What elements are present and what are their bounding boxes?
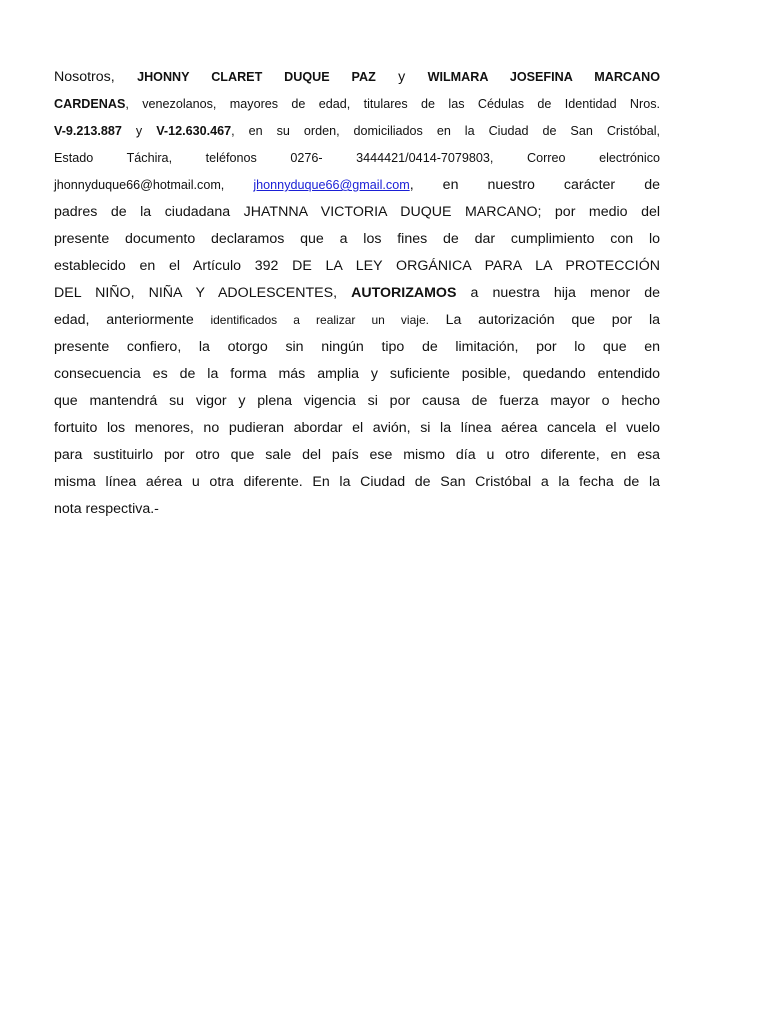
paragraph-line: fortuito los menores, no pudieran abordar el avión, si la línea aérea cancela el vuelo xyxy=(54,420,660,436)
parent-name-1: JHONNY CLARET DUQUE PAZ xyxy=(137,70,376,84)
text-run: edad, anteriormente xyxy=(54,312,194,328)
paragraph-line: padres de la ciudadana JHATNNA VICTORIA DUQUE MARCANO; por medio del xyxy=(54,204,660,220)
email-text: jhonnyduque66@hotmail.com, xyxy=(54,178,225,192)
paragraph-line: presente documento declaramos que a los fines de dar cumplimiento con lo xyxy=(54,231,660,247)
parent-name-2: WILMARA JOSEFINA MARCANO xyxy=(427,70,660,84)
parent-name-2-cont: CARDENAS xyxy=(54,97,126,111)
text-run: Nosotros, xyxy=(54,69,115,85)
text-run: a nuestra hija menor de xyxy=(470,285,660,301)
id-number-2: V-12.630.467 xyxy=(156,124,232,138)
paragraph-line: establecido en el Artículo 392 DE LA LEY ORGÁNICA PARA LA PROTECCIÓN xyxy=(54,258,660,274)
paragraph-line: para sustituirlo por otro que sale del país ese mismo día u otro diferente, en esa xyxy=(54,447,660,463)
authorization-paragraph xyxy=(54,64,660,523)
paragraph-line: nota respectiva.- xyxy=(54,501,159,517)
text-run: La autorización que por la xyxy=(445,312,660,328)
paragraph-line: misma línea aérea u otra diferente. En la Ciudad de San Cristóbal a la fecha de la xyxy=(54,474,660,490)
text-run: DEL NIÑO, NIÑA Y ADOLESCENTES, xyxy=(54,285,338,301)
text-run-small: identificados a realizar un viaje. xyxy=(210,313,429,327)
paragraph-line xyxy=(54,280,660,307)
text-run: , en su orden, domiciliados en la Ciudad de San Cristóbal, xyxy=(231,124,661,138)
text-run: , en nuestro carácter de xyxy=(409,177,660,193)
paragraph-line: presente confiero, la otorgo sin ningún tipo de limitación, por lo que en xyxy=(54,339,660,355)
paragraph-line xyxy=(54,172,660,199)
id-number-1: V-9.213.887 xyxy=(54,124,122,138)
paragraph-line xyxy=(54,307,660,334)
text-run: y xyxy=(398,69,406,85)
paragraph-line xyxy=(54,91,660,118)
paragraph-line: Estado Táchira, teléfonos 0276- 3444421/0414-7079803, Correo electrónico xyxy=(54,151,660,165)
authorization-keyword: AUTORIZAMOS xyxy=(351,285,457,301)
paragraph-line xyxy=(54,118,660,145)
text-run: y xyxy=(135,124,143,138)
paragraph-line: consecuencia es de la forma más amplia y suficiente posible, quedando entendido xyxy=(54,366,660,382)
paragraph-line xyxy=(54,64,660,91)
email-link[interactable]: jhonnyduque66@gmail.com xyxy=(253,178,410,192)
text-run: , venezolanos, mayores de edad, titulares de las Cédulas de Identidad Nros. xyxy=(125,97,660,111)
paragraph-line: que mantendrá su vigor y plena vigencia si por causa de fuerza mayor o hecho xyxy=(54,393,660,409)
